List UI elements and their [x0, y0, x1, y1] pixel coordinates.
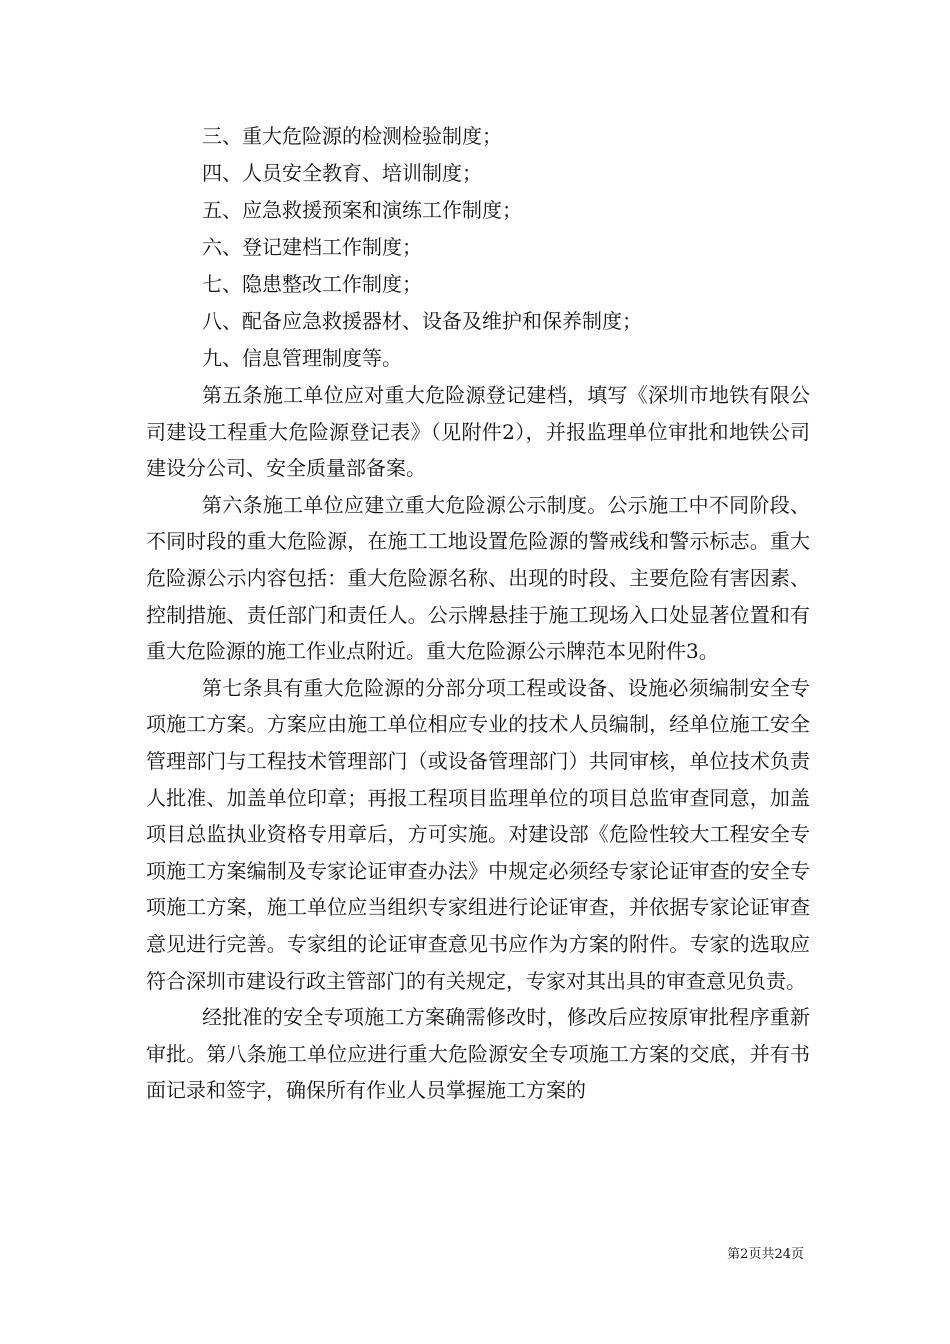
document-body	[146, 118, 810, 1109]
list-item: 五、应急救援预案和演练工作制度；	[202, 198, 522, 222]
list-item: 六、登记建档工作制度；	[202, 235, 422, 259]
paragraph-article-6: 第六条施工单位应建立重大危险源公示制度。公示施工中不同阶段、不同时段的重大危险源，在施工工地设置危险源的警戒线和警示标志。重大危险源公示内容包括：重大危险源名称、出现的时段、主要危险有害因素、控制措施、责任部门和责任人。公示牌悬挂于施工现场入口处显著位置和有重大危险源的施工作业点附近。重大危险源公示牌范本见附件3。	[146, 492, 810, 664]
page-number: 第2页共24页	[727, 1247, 804, 1262]
paragraph-revision-article-8: 经批准的安全专项施工方案确需修改时，修改后应按原审批程序重新审批。第八条施工单位应进行重大危险源安全专项施工方案的交底，并有书面记录和签字，确保所有作业人员掌握施工方案的	[146, 1005, 810, 1103]
paragraph-article-7: 第七条具有重大危险源的分部分项工程或设备、设施必须编制安全专项施工方案。方案应由施工单位相应专业的技术人员编制，经单位施工安全管理部门与工程技术管理部门（或设备管理部门）共同审核，单位技术负责人批准、加盖单位印章；再报工程项目监理单位的项目总监审查同意，加盖项目总监执业资格专用章后，方可实施。对建设部《危险性较大工程安全专项施工方案编制及专家论证审查办法》中规定必须经专家论证审查的安全专项施工方案，施工单位应当组织专家组进行论证审查，并依据专家论证审查意见进行完善。专家组的论证审查意见书应作为方案的附件。专家的选取应符合深圳市建设行政主管部门的有关规定，专家对其出具的审查意见负责。	[146, 675, 810, 993]
list-item: 三、重大危险源的检测检验制度；	[202, 124, 502, 148]
list-item: 八、配备应急救援器材、设备及维护和保养制度；	[202, 309, 642, 333]
list-item: 四、人员安全教育、培训制度；	[202, 161, 482, 185]
paragraph-article-5: 第五条施工单位应对重大危险源登记建档，填写《深圳市地铁有限公司建设工程重大危险源登记表》（见附件2），并报监理单位审批和地铁公司建设分公司、安全质量部备案。	[146, 383, 810, 481]
list-item: 九、信息管理制度等。	[202, 346, 402, 370]
list-item: 七、隐患整改工作制度；	[202, 272, 422, 296]
